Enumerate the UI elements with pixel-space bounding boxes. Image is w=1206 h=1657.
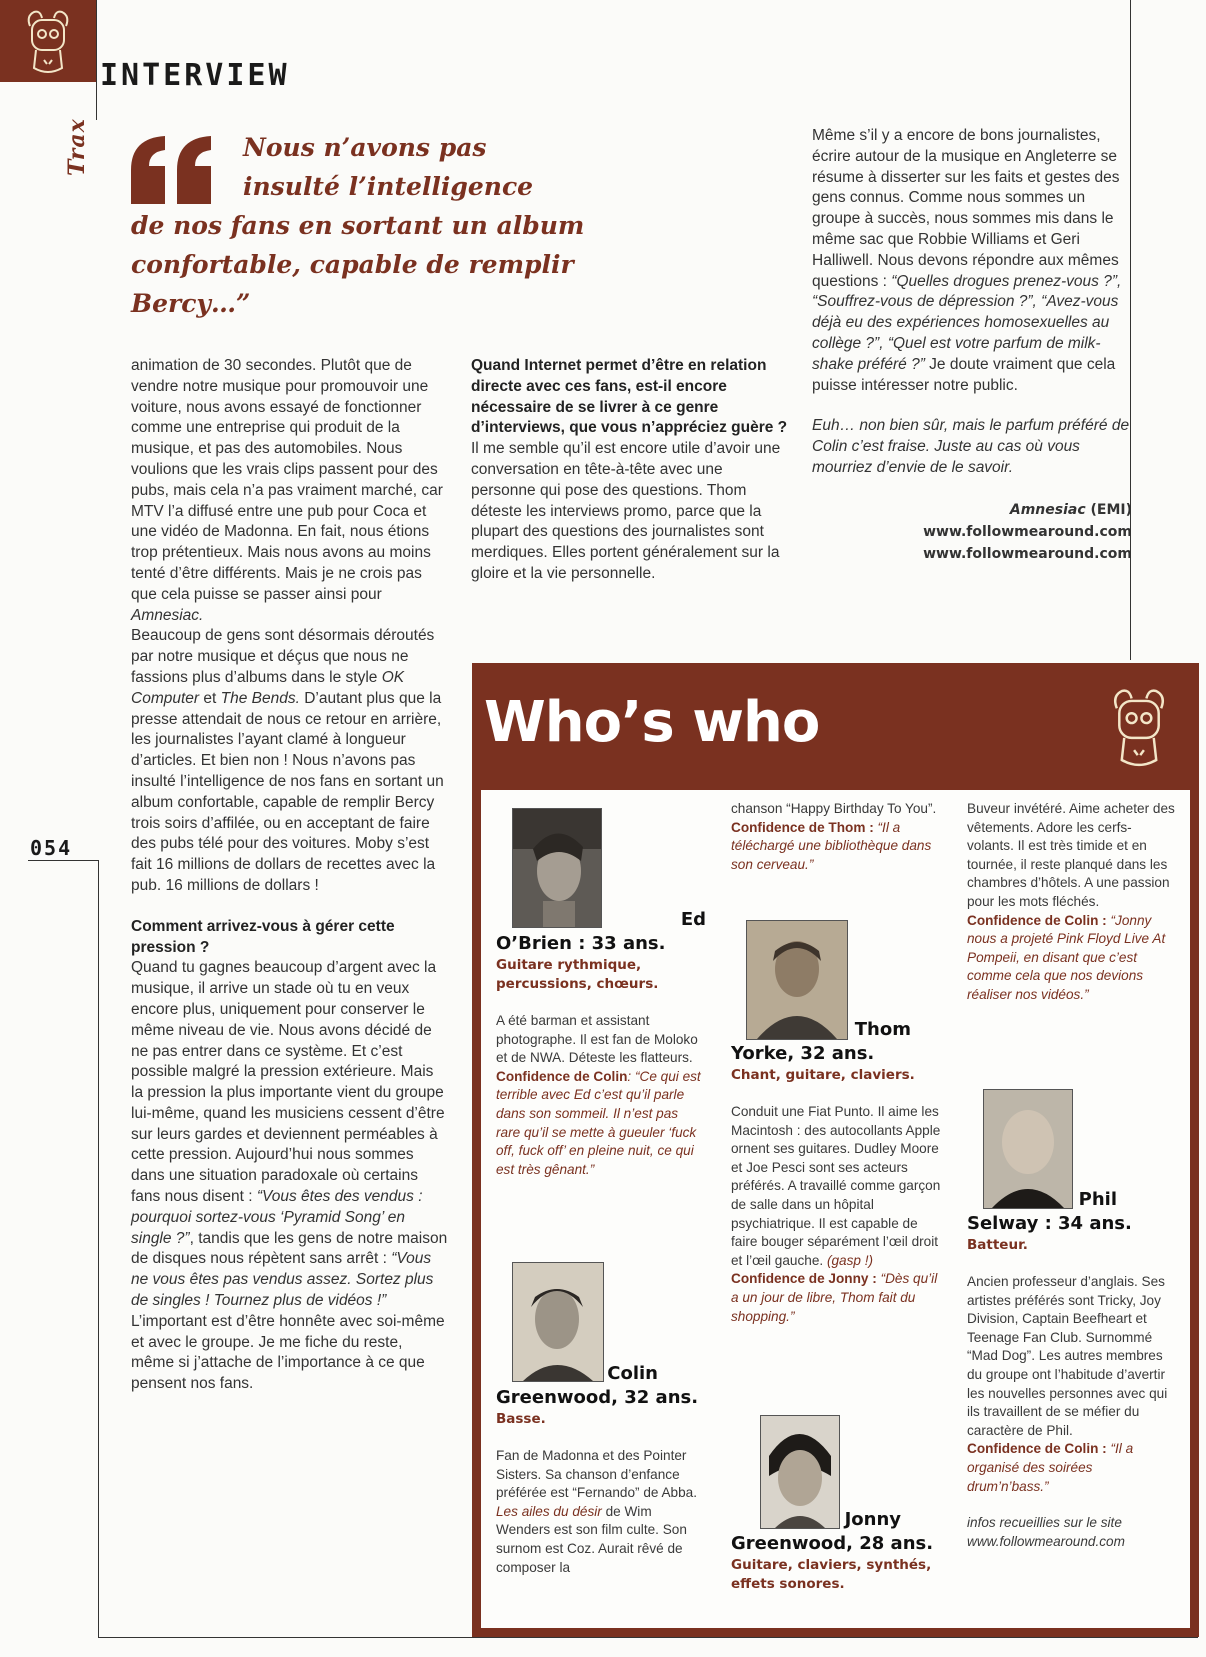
- member-role: Chant, guitare, claviers.: [731, 1067, 915, 1083]
- member-bio: Buveur invétéré. Aime acheter des vêtements. Adore les cerfs-volants. Il est très timide et en tournée, il reste planqué dans les chambres d’hôtels. A une passion pour les mots fléchés. Confidence de Colin : “Jonny nous a projeté Pink Floyd Live At Pompeii, en disant que c’est comme cela que nos devions réaliser nos vidéos.”: [967, 801, 1175, 1002]
- member-bio: Ancien professeur d’anglais. Ses artistes préférés sont Tricky, Joy Division, Captain Beefheart et Teenage Fan Club. Surnommé “Mad Dog”. Les autres membres du groupe ont l’habitude d’avertir les nouvelles personnes avec qui ils travaillent de se méfier du caractère de Phil.: [967, 1274, 1168, 1438]
- member-name: Thom: [854, 1019, 911, 1040]
- member-name: Ed: [680, 909, 706, 930]
- page-number: 054: [30, 836, 73, 860]
- article-column-1: [131, 356, 449, 1395]
- member-role: Basse.: [496, 1411, 546, 1427]
- member-name: O’Brien : 33 ans.: [496, 933, 666, 954]
- paragraph: animation de 30 secondes. Plutôt que de vendre notre musique pour promouvoir une voiture, nous avons essayé de fonctionner comme une entreprise qui produit de la musique, et pas des automobiles. Nous voulions que les vrais clips passent pour des pubs, mais cela n’a pas vraiment marché, car MTV l’a diffusé entre une pub pour Coca et une vidéo de Madonna. En fait, nous étions trop prétentieux. Mais nous avons au moins tenté d’être différents. Mais je ne crois pas que cela puisse se passer ainsi pour Amnesiac.: [131, 357, 443, 624]
- member-name: Yorke, 32 ans.: [731, 1043, 875, 1064]
- member-name: Jonny: [844, 1509, 901, 1530]
- magazine-name: Trax: [64, 118, 90, 176]
- member-bio: Fan de Madonna et des Pointer Sisters. Sa chanson d’enfance préférée est “Fernando” de Abba. Les ailes du désir de Wim Wenders est son film culte. Son surnom est Coz. Aurait rêvé de composer la: [496, 1448, 698, 1575]
- paragraph: Même s’il y a encore de bons journalistes, écrire autour de la musique en Angleterre se résume à disserter sur les faits et gestes des gens connus. Comme nous sommes un groupe à succès, nous sommes mis dans le même sac que Robbie Williams et Geri Halliwell. Nous devons répondre aux mêmes questions : “Quelles drogues prenez-vous ?”, “Souffrez-vous de dépression ?”, “Avez-vous déjà eu des expériences homosexuelles au collège ?”, “Quel est votre parfum de milk-shake préféré ?” Je doute vraiment que cela puisse intéresser notre public.: [812, 127, 1122, 394]
- bear-mascot-icon: [22, 6, 74, 78]
- paragraph: Il me semble qu’il est encore utile d’avoir une conversation en tête-à-tête avec une personne qui pose des questions. Thom déteste les interviews promo, parce que la plupart des questions des journalistes sont merdiques. Elles portent généralement sur la gloire et la vie personnelle.: [471, 440, 781, 582]
- website-link[interactable]: www.followmearound.com: [923, 523, 1132, 540]
- member-ed: [496, 908, 706, 1179]
- member-name: Greenwood, 32 ans.: [496, 1387, 699, 1408]
- member-confidence: Confidence de Colin : “Il a organisé des soirées drum’n’bass.”: [967, 1441, 1134, 1494]
- whos-who-title: Who’s who: [484, 690, 820, 755]
- member-colin: [496, 1362, 706, 1577]
- website-link[interactable]: www.followmearound.com: [923, 545, 1132, 562]
- member-confidence: Confidence de Colin: “Ce qui est terrible avec Ed c’est qu’il parle dans son sommeil. Il n’est pas rare qu’il se mette à gueuler ‘fuck off, fuck off’ en pleine nuit, ce qui est très gênant.”: [496, 1068, 701, 1177]
- member-bio: chanson “Happy Birthday To You”.: [731, 801, 937, 816]
- interview-question: Comment arrivez-vous à gérer cette pression ?: [131, 917, 395, 956]
- page-rule: [98, 860, 99, 1638]
- paragraph: Quand tu gagnes beaucoup d’argent avec la musique, il arrive un stade où tu en veux encore plus, uniquement pour conserver le même niveau de vie. Nous avons décidé de ne pas entrer dans ce système. Et c’est possible malgré la pression extérieure. Mais la pression la plus importante vient du groupe lui-même, quand les musiciens cessent d’être sur leurs gardes et deviennent perméables à cette pression. Aujourd’hui nous sommes dans une situation paradoxale où certains fans nous disent : “Vous êtes des vendus : pourquoi sortez-vous ‘Pyramid Song’ en single ?”, tandis que les gens de notre maison de disques nous répètent sans arrêt : “Vous ne vous êtes pas vendus assez. Sortez plus de singles ! Tournez plus de vidéos !” L’important est d’être honnête avec soi-même et avec le groupe. Je me fiche du reste, même si j’attache de l’importance à ce que pensent nos fans.: [131, 959, 448, 1393]
- pull-quote: Nous n’avons pas insulté l’intelligence de nos fans en sortant un album confortable, capable de remplir Bercy…”: [131, 133, 585, 318]
- member-confidence: Confidence de Thom : “Il a téléchargé une bibliothèque dans son cerveau.”: [731, 819, 932, 872]
- member-name: Phil: [1078, 1189, 1117, 1210]
- member-name: Greenwood, 28 ans.: [731, 1533, 934, 1554]
- member-role: Batteur.: [967, 1237, 1028, 1253]
- interviewer-remark: Euh… non bien sûr, mais le parfum préféré de Colin c’est fraise. Juste au cas où vous mourriez d’envie de le savoir.: [812, 417, 1130, 476]
- member-bio: A été barman et assistant photographe. Il est fan de Moloko et de NWA. Déteste les flatteurs.: [496, 1013, 698, 1066]
- source-credit: infos recueillies sur le site www.followmearound.com: [967, 1515, 1125, 1549]
- album-credit: Amnesiac (EMI): [1009, 501, 1132, 518]
- member-confidence: Confidence de Jonny : “Dès qu’il a un jour de libre, Thom fait du shopping.”: [731, 1271, 938, 1324]
- article-column-2: [471, 356, 791, 585]
- member-phil: [967, 1188, 1177, 1551]
- article-column-3: [812, 126, 1132, 565]
- paragraph: Beaucoup de gens sont désormais déroutés par notre musique et déçus que nous ne fassions plus d’albums dans le style OK Computer et The Bends. D’autant plus que la presse attendait de nous ce retour en arrière, les journalistes l’ayant clamé à longueur d’articles. Et bien non ! Nous n’avons pas insulté l’intelligence de nos fans en sortant un album confortable, capable de remplir Bercy trois soirs d’affilée, ou en acceptant de faire des pubs télé pour des voitures. Moby s’est fait 16 millions de dollars de recettes avec la pub. 16 millions de dollars !: [131, 627, 444, 894]
- member-name: Selway : 34 ans.: [967, 1213, 1132, 1234]
- member-bio: Conduit une Fiat Punto. Il aime les Macintosh : des autocollants Apple ornent ses guitares. Dudley Moore et Joe Pesci sont ses acteurs préférés. A travaillé comme garçon de salle dans un hôpital psychiatrique. Il est capable de faire bouger séparément l’œil droit et l’œil gauche. (gasp !): [731, 1104, 941, 1268]
- member-jonny: [967, 800, 1177, 1005]
- page-rule: [98, 1637, 1198, 1638]
- member-role: Guitare, claviers, synthés, effets sonores.: [731, 1557, 932, 1592]
- magazine-logo-box: [0, 0, 96, 82]
- member-jonny-header: [731, 1508, 941, 1594]
- header-rule: [96, 0, 97, 120]
- interview-question: Quand Internet permet d’être en relation directe avec ces fans, est-il encore nécessaire de se livrer à ce genre d’interviews, que vous n’appréciez guère ?: [471, 357, 788, 437]
- member-thom: [731, 1018, 941, 1326]
- bear-mascot-icon: [1107, 682, 1171, 774]
- section-title: INTERVIEW: [100, 58, 290, 93]
- member-name: Colin: [607, 1363, 658, 1384]
- member-role: Guitare rythmique, percussions, chœurs.: [496, 957, 659, 992]
- page-rule: [28, 860, 98, 861]
- member-thom-intro: [731, 800, 941, 874]
